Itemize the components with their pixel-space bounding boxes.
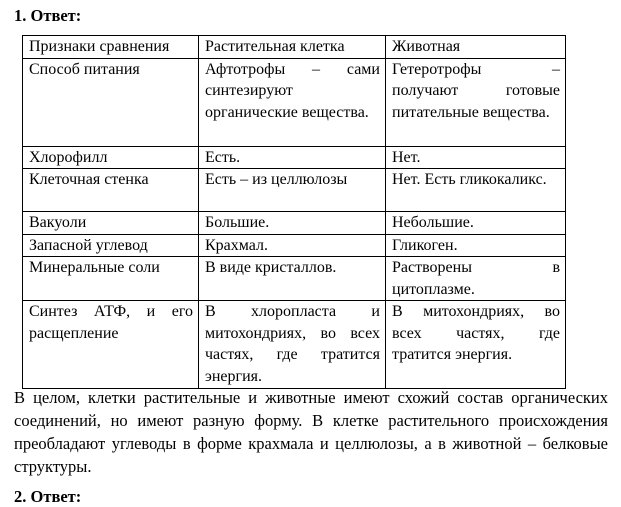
cell-feature: Синтез АТФ, и его расщепление: [23, 301, 199, 389]
table-row: [23, 212, 566, 235]
header-plant-cell: Растительная клетка: [199, 36, 386, 59]
cell-plant: Крахмал.: [199, 234, 386, 257]
cell-animal: Растворены в цитоплазме.: [386, 257, 566, 301]
cell-feature: Вакуоли: [23, 212, 199, 235]
table-row: [23, 234, 566, 257]
next-answer-heading-clipped: 2. Ответ:: [14, 487, 82, 506]
cell-plant: В хлоропласта и митохондриях, во всех частях, где тратится энергия.: [199, 301, 386, 389]
cell-plant: Есть.: [199, 146, 386, 169]
table-row: [23, 146, 566, 169]
cell-plant: Есть – из целлюлозы: [199, 169, 386, 212]
table-row: [23, 58, 566, 146]
cell-plant: В виде кристаллов.: [199, 257, 386, 301]
cell-plant: Большие.: [199, 212, 386, 235]
cell-feature: Способ питания: [23, 58, 199, 146]
cell-animal: Гликоген.: [386, 234, 566, 257]
cell-plant: Афтотрофы – сами синтезируют органические вещества.: [199, 58, 386, 146]
cell-feature: Запасной углевод: [23, 234, 199, 257]
cell-feature: Клеточная стенка: [23, 169, 199, 212]
cell-animal: Гетеротрофы – получают готовые питательные вещества.: [386, 58, 566, 146]
table-row: [23, 169, 566, 212]
cell-animal: Нет. Есть гликокаликс.: [386, 169, 566, 212]
header-feature: Признаки сравнения: [23, 36, 199, 59]
table-row: [23, 301, 566, 389]
table-row: [23, 257, 566, 301]
cell-animal: В митохондриях, во всех частях, где тратится энергия.: [386, 301, 566, 389]
cell-feature: Минеральные соли: [23, 257, 199, 301]
table-header-row: [23, 36, 566, 59]
header-animal-cell: Животная: [386, 36, 566, 59]
cell-animal: Небольшие.: [386, 212, 566, 235]
comparison-table: [22, 35, 566, 389]
summary-paragraph: В целом, клетки растительные и животные имеют схожий состав органических соединений, но имеют разную форму. В клетке растительного происхождения преобладают углеводы в форме крахмала и целлюлозы, а в животной – белковые структуры.: [14, 388, 608, 476]
cell-feature: Хлорофилл: [23, 146, 199, 169]
answer-heading: 1. Ответ:: [14, 6, 82, 25]
cell-animal: Нет.: [386, 146, 566, 169]
